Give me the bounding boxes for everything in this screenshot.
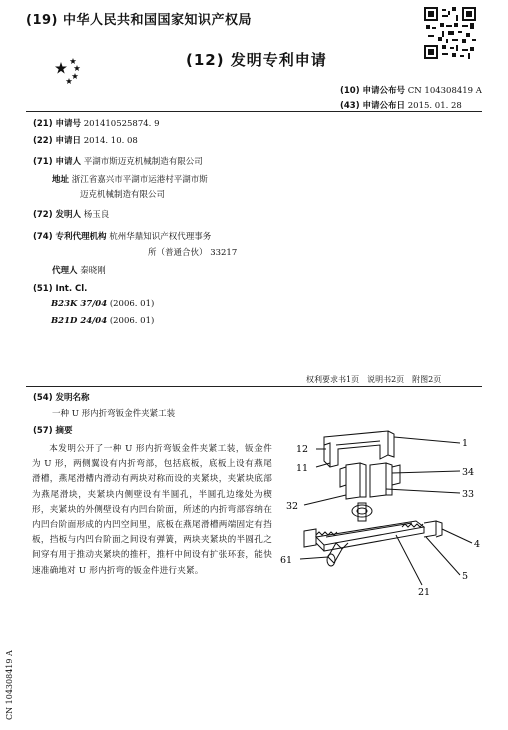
address-label: 地址	[52, 175, 70, 185]
publication-number: CN 104308419 A	[407, 86, 482, 96]
ipc-code: B23K 37/04	[51, 299, 108, 309]
office-name: (19) 中华人民共和国国家知识产权局	[26, 13, 252, 28]
figure-label: 5	[462, 571, 469, 582]
document-type: (12) 发明专利申请	[186, 51, 327, 69]
agency-line-1: 杭州华鼎知识产权代理事务	[109, 232, 212, 242]
side-publication-number: CN 104308419 A	[5, 650, 14, 720]
title-label: (54) 发明名称	[33, 393, 90, 403]
inventor-label: (72) 发明人	[33, 210, 82, 220]
applicant-row	[33, 155, 203, 167]
figure-label: 1	[462, 438, 469, 449]
ipc-row	[51, 316, 154, 326]
figure-label: 12	[296, 444, 309, 455]
agent: 秦晓刚	[80, 266, 106, 276]
application-number: 201410525874. 9	[83, 119, 160, 129]
application-number-row	[33, 117, 159, 129]
figure-label: 4	[474, 539, 481, 550]
agency-line-2-row	[148, 246, 237, 258]
national-emblem-icon	[52, 56, 94, 86]
address-line-2: 迈克机械制造有限公司	[80, 190, 166, 200]
abstract-label-row	[33, 424, 73, 436]
page-count-info: 权利要求书1页 说明书2页 附图2页	[306, 375, 442, 384]
publication-date-label: (43) 申请公布日	[340, 101, 406, 111]
header-rule	[26, 111, 482, 112]
int-cl-label: (51) Int. Cl.	[33, 284, 88, 294]
filing-date: 2014. 10. 08	[83, 136, 138, 146]
ipc-code: B21D 24/04	[51, 316, 108, 326]
agency-row	[33, 230, 211, 242]
section-rule	[26, 386, 482, 387]
title-label-row	[33, 391, 90, 403]
invention-title-row	[52, 407, 175, 419]
filing-date-label: (22) 申请日	[33, 136, 82, 146]
figure-label: 61	[280, 555, 293, 566]
invention-title: 一种 U 形内折弯钣金件夹紧工装	[52, 409, 176, 419]
address-line-2-row	[80, 188, 165, 200]
figure-label: 34	[462, 467, 475, 478]
inventor-row	[33, 208, 109, 220]
abstract-label: (57) 摘要	[33, 426, 73, 436]
agency-label: (74) 专利代理机构	[33, 232, 107, 242]
filing-date-row	[33, 134, 138, 146]
abstract-figure	[276, 425, 496, 605]
inventor: 杨玉良	[83, 210, 110, 220]
address-line-1: 浙江省嘉兴市平湖市运港村平湖市斯	[71, 175, 208, 185]
publication-date-row	[340, 99, 462, 111]
agent-label: 代理人	[52, 266, 78, 276]
figure-label: 11	[296, 463, 309, 474]
abstract-text: 本发明公开了一种 U 形内折弯钣金件夹紧工装，钣金件为 U 形，两侧翼设有内折弯部，包括底板，底板上设有燕尾滑槽，燕尾滑槽内滑动有两块对称而设的夹紧块，夹紧块底部为燕尾滑块，夹紧块内侧壁设有半圆孔，半圆孔边缘处为楔形，夹紧块的外侧壁设有内凹台阶面，所述的内折弯部容纳在内凹台阶面形成的内凹空间里，底板在燕尾滑槽两端固定有挡板，挡板与内凹台阶面之间设有弹簧，两块夹紧块的半圆孔之间穿有用于推动夹紧块的推杆，推杆中间设有扩张环套，能快速准确地对 U 形内折弯的钣金件进行夹紧。	[32, 444, 272, 576]
ipc-date: (2006. 01)	[109, 299, 155, 309]
publication-number-row	[340, 84, 482, 96]
address-row	[52, 173, 208, 185]
applicant-label: (71) 申请人	[33, 157, 82, 167]
figure-label: 32	[286, 501, 299, 512]
publication-number-label: (10) 申请公布号	[340, 86, 406, 96]
agency-line-2: 所（普通合伙） 33217	[148, 248, 238, 258]
applicant: 平湖市斯迈克机械制造有限公司	[83, 157, 203, 167]
qr-code-icon	[424, 7, 476, 59]
agent-row	[52, 264, 106, 276]
int-cl-row	[33, 284, 87, 294]
ipc-date: (2006. 01)	[109, 316, 155, 326]
figure-label: 33	[462, 489, 475, 500]
application-number-label: (21) 申请号	[33, 119, 82, 129]
ipc-row	[51, 299, 154, 309]
figure-label: 21	[418, 587, 431, 598]
publication-date: 2015. 01. 28	[407, 101, 462, 111]
